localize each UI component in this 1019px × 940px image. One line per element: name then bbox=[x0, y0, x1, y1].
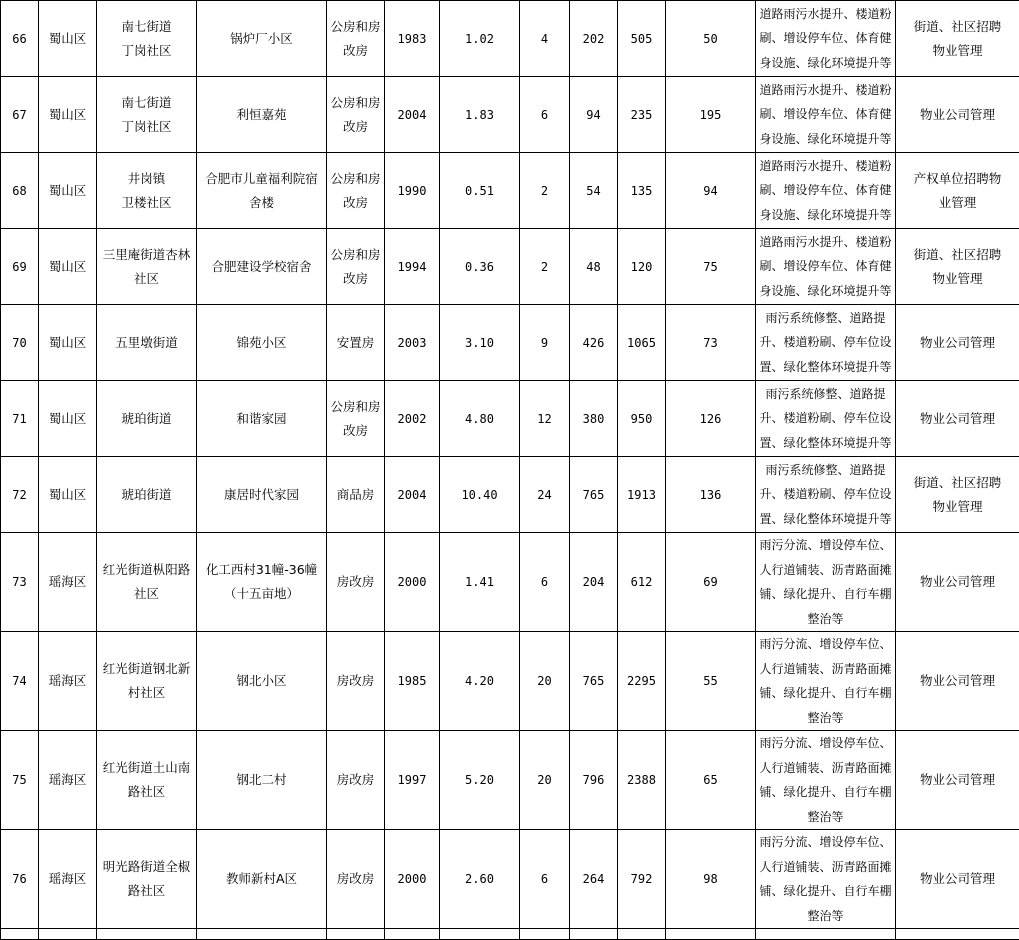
cell-buildings: 2 bbox=[520, 229, 570, 305]
cell-people: 1913 bbox=[618, 457, 666, 533]
cell-community-name bbox=[197, 229, 327, 305]
cell-renovation-content-line: 刷、增设停车位、体育健 bbox=[757, 178, 894, 203]
cell-number: 70 bbox=[1, 305, 39, 381]
cell-street-community-line: 村社区 bbox=[99, 681, 194, 705]
cell-households: 54 bbox=[570, 153, 618, 229]
cell-area: 10.40 bbox=[440, 457, 520, 533]
cell-community-name-line: 康居时代家园 bbox=[199, 483, 324, 507]
cell-housing-type-line: 安置房 bbox=[329, 331, 382, 355]
cell-empty bbox=[440, 929, 520, 940]
cell-community-name bbox=[197, 533, 327, 632]
cell-renovation-content bbox=[756, 731, 896, 830]
cell-renovation-content-line: 置、绿化整体环境提升等 bbox=[757, 355, 894, 380]
cell-empty bbox=[666, 929, 756, 940]
cell-housing-type-line: 房改房 bbox=[329, 669, 382, 693]
cell-households: 426 bbox=[570, 305, 618, 381]
cell-buildings: 6 bbox=[520, 533, 570, 632]
cell-empty bbox=[385, 929, 440, 940]
cell-management bbox=[896, 632, 1019, 731]
cell-build-year: 2000 bbox=[385, 533, 440, 632]
cell-renovation-content-line: 铺、绿化提升、自行车棚 bbox=[757, 780, 894, 805]
cell-renovation-content bbox=[756, 632, 896, 731]
cell-street-community bbox=[97, 830, 197, 929]
cell-street-community-line: 五里墩街道 bbox=[99, 331, 194, 355]
cell-community-name-line: 和谐家园 bbox=[199, 407, 324, 431]
cell-renovation-content-line: 身设施、绿化环境提升等 bbox=[757, 127, 894, 152]
cell-management-line: 物业公司管理 bbox=[898, 669, 1017, 693]
cell-street-community bbox=[97, 77, 197, 153]
cell-area: 5.20 bbox=[440, 731, 520, 830]
cell-street-community-line: 明光路街道全椒 bbox=[99, 855, 194, 879]
cell-empty bbox=[327, 929, 385, 940]
cell-cost: 126 bbox=[666, 381, 756, 457]
cell-community-name bbox=[197, 381, 327, 457]
cell-renovation-content-line: 雨污分流、增设停车位、 bbox=[757, 731, 894, 756]
cell-management-line: 物业公司管理 bbox=[898, 331, 1017, 355]
cell-street-community bbox=[97, 381, 197, 457]
cell-renovation-content-line: 道路雨污水提升、楼道粉 bbox=[757, 78, 894, 103]
cell-community-name bbox=[197, 457, 327, 533]
cell-renovation-content bbox=[756, 305, 896, 381]
table-row bbox=[1, 1, 1019, 77]
cell-housing-type-line: 公房和房 bbox=[329, 15, 382, 39]
cell-community-name-line: 化工西村31幢-36幢 bbox=[199, 558, 324, 582]
cell-community-name-line: 锅炉厂小区 bbox=[199, 27, 324, 51]
cell-housing-type-line: 改房 bbox=[329, 267, 382, 291]
cell-buildings: 20 bbox=[520, 632, 570, 731]
cell-management bbox=[896, 533, 1019, 632]
cell-housing-type bbox=[327, 153, 385, 229]
cell-renovation-content-line: 升、楼道粉刷、停车位设 bbox=[757, 330, 894, 355]
table-row bbox=[1, 77, 1019, 153]
cell-buildings: 20 bbox=[520, 731, 570, 830]
cell-community-name-line: 舍楼 bbox=[199, 191, 324, 215]
cell-housing-type bbox=[327, 381, 385, 457]
cell-cost: 50 bbox=[666, 1, 756, 77]
cell-management-line: 物业管理 bbox=[898, 39, 1017, 63]
cell-housing-type bbox=[327, 77, 385, 153]
cell-community-name-line: 钢北二村 bbox=[199, 768, 324, 792]
cell-housing-type bbox=[327, 533, 385, 632]
cell-renovation-content-line: 升、楼道粉刷、停车位设 bbox=[757, 406, 894, 431]
cell-households: 765 bbox=[570, 457, 618, 533]
cell-buildings: 24 bbox=[520, 457, 570, 533]
cell-renovation-content-line: 道路雨污水提升、楼道粉 bbox=[757, 2, 894, 27]
cell-renovation-content bbox=[756, 77, 896, 153]
cell-empty bbox=[756, 929, 896, 940]
cell-renovation-content bbox=[756, 381, 896, 457]
cell-renovation-content-line: 人行道铺装、沥青路面摊 bbox=[757, 657, 894, 682]
cell-street-community bbox=[97, 632, 197, 731]
cell-renovation-content-line: 身设施、绿化环境提升等 bbox=[757, 203, 894, 228]
cell-renovation-content bbox=[756, 533, 896, 632]
cell-cost: 136 bbox=[666, 457, 756, 533]
cell-area: 3.10 bbox=[440, 305, 520, 381]
cell-housing-type bbox=[327, 305, 385, 381]
cell-management-line: 物业公司管理 bbox=[898, 103, 1017, 127]
cell-housing-type-line: 公房和房 bbox=[329, 395, 382, 419]
cell-renovation-content-line: 升、楼道粉刷、停车位设 bbox=[757, 482, 894, 507]
cell-community-name bbox=[197, 77, 327, 153]
cell-cost: 65 bbox=[666, 731, 756, 830]
cell-build-year: 2000 bbox=[385, 830, 440, 929]
cell-number: 76 bbox=[1, 830, 39, 929]
table-row bbox=[1, 830, 1019, 929]
cell-street-community bbox=[97, 533, 197, 632]
cell-management bbox=[896, 731, 1019, 830]
cell-housing-type-line: 公房和房 bbox=[329, 243, 382, 267]
cell-number: 73 bbox=[1, 533, 39, 632]
cell-number: 66 bbox=[1, 1, 39, 77]
cell-housing-type bbox=[327, 830, 385, 929]
table-row bbox=[1, 153, 1019, 229]
cell-area: 2.60 bbox=[440, 830, 520, 929]
cell-empty bbox=[896, 929, 1019, 940]
table-row-partial bbox=[1, 929, 1019, 940]
cell-renovation-content-line: 人行道铺装、沥青路面摊 bbox=[757, 558, 894, 583]
cell-number: 75 bbox=[1, 731, 39, 830]
cell-street-community-line: 琥珀街道 bbox=[99, 483, 194, 507]
cell-management bbox=[896, 457, 1019, 533]
cell-renovation-content-line: 身设施、绿化环境提升等 bbox=[757, 279, 894, 304]
cell-households: 380 bbox=[570, 381, 618, 457]
cell-people: 505 bbox=[618, 1, 666, 77]
cell-renovation-content-line: 置、绿化整体环境提升等 bbox=[757, 507, 894, 532]
cell-empty bbox=[197, 929, 327, 940]
cell-renovation-content-line: 铺、绿化提升、自行车棚 bbox=[757, 681, 894, 706]
table-body bbox=[1, 1, 1019, 940]
cell-empty bbox=[570, 929, 618, 940]
table-row bbox=[1, 533, 1019, 632]
cell-district: 蜀山区 bbox=[39, 305, 97, 381]
cell-households: 202 bbox=[570, 1, 618, 77]
cell-district: 瑶海区 bbox=[39, 632, 97, 731]
cell-street-community-line: 红光街道枞阳路 bbox=[99, 558, 194, 582]
cell-renovation-content-line: 置、绿化整体环境提升等 bbox=[757, 431, 894, 456]
cell-street-community-line: 路社区 bbox=[99, 780, 194, 804]
cell-renovation-content-line: 人行道铺装、沥青路面摊 bbox=[757, 756, 894, 781]
cell-district: 瑶海区 bbox=[39, 731, 97, 830]
cell-renovation-content-line: 整治等 bbox=[757, 904, 894, 929]
table-row bbox=[1, 305, 1019, 381]
cell-housing-type-line: 房改房 bbox=[329, 867, 382, 891]
cell-number: 68 bbox=[1, 153, 39, 229]
cell-community-name bbox=[197, 632, 327, 731]
cell-street-community-line: 卫楼社区 bbox=[99, 191, 194, 215]
cell-management bbox=[896, 153, 1019, 229]
cell-community-name bbox=[197, 830, 327, 929]
cell-street-community-line: 社区 bbox=[99, 582, 194, 606]
cell-people: 792 bbox=[618, 830, 666, 929]
cell-management-line: 物业公司管理 bbox=[898, 570, 1017, 594]
cell-street-community-line: 路社区 bbox=[99, 879, 194, 903]
cell-management bbox=[896, 77, 1019, 153]
cell-households: 264 bbox=[570, 830, 618, 929]
cell-cost: 69 bbox=[666, 533, 756, 632]
cell-street-community-line: 南七街道 bbox=[99, 91, 194, 115]
cell-number: 71 bbox=[1, 381, 39, 457]
cell-street-community-line: 三里庵街道杏林 bbox=[99, 243, 194, 267]
cell-renovation-content-line: 雨污系统修整、道路提 bbox=[757, 382, 894, 407]
cell-buildings: 9 bbox=[520, 305, 570, 381]
cell-management-line: 街道、社区招聘 bbox=[898, 243, 1017, 267]
cell-renovation-content-line: 铺、绿化提升、自行车棚 bbox=[757, 582, 894, 607]
cell-build-year: 1997 bbox=[385, 731, 440, 830]
cell-renovation-content-line: 整治等 bbox=[757, 805, 894, 830]
cell-community-name-line: 钢北小区 bbox=[199, 669, 324, 693]
cell-district: 瑶海区 bbox=[39, 533, 97, 632]
table-row bbox=[1, 229, 1019, 305]
cell-renovation-content-line: 刷、增设停车位、体育健 bbox=[757, 102, 894, 127]
table-row bbox=[1, 731, 1019, 830]
cell-buildings: 6 bbox=[520, 830, 570, 929]
cell-management bbox=[896, 305, 1019, 381]
cell-renovation-content-line: 刷、增设停车位、体育健 bbox=[757, 254, 894, 279]
cell-district: 蜀山区 bbox=[39, 153, 97, 229]
cell-district: 蜀山区 bbox=[39, 1, 97, 77]
cell-build-year: 1990 bbox=[385, 153, 440, 229]
cell-management-line: 街道、社区招聘 bbox=[898, 471, 1017, 495]
cell-district: 瑶海区 bbox=[39, 830, 97, 929]
cell-management-line: 物业管理 bbox=[898, 267, 1017, 291]
cell-renovation-content-line: 雨污系统修整、道路提 bbox=[757, 458, 894, 483]
cell-build-year: 1994 bbox=[385, 229, 440, 305]
cell-renovation-content-line: 雨污分流、增设停车位、 bbox=[757, 632, 894, 657]
cell-street-community-line: 红光街道钢北新 bbox=[99, 657, 194, 681]
cell-households: 796 bbox=[570, 731, 618, 830]
cell-management-line: 物业公司管理 bbox=[898, 867, 1017, 891]
cell-housing-type-line: 改房 bbox=[329, 191, 382, 215]
cell-housing-type bbox=[327, 229, 385, 305]
cell-housing-type-line: 改房 bbox=[329, 39, 382, 63]
cell-cost: 94 bbox=[666, 153, 756, 229]
cell-households: 94 bbox=[570, 77, 618, 153]
cell-housing-type bbox=[327, 731, 385, 830]
cell-housing-type bbox=[327, 457, 385, 533]
cell-street-community bbox=[97, 731, 197, 830]
cell-cost: 75 bbox=[666, 229, 756, 305]
cell-street-community bbox=[97, 457, 197, 533]
cell-buildings: 6 bbox=[520, 77, 570, 153]
cell-management-line: 街道、社区招聘 bbox=[898, 15, 1017, 39]
cell-empty bbox=[618, 929, 666, 940]
cell-housing-type-line: 房改房 bbox=[329, 768, 382, 792]
cell-build-year: 2004 bbox=[385, 77, 440, 153]
cell-empty bbox=[39, 929, 97, 940]
cell-people: 2388 bbox=[618, 731, 666, 830]
cell-street-community-line: 井岗镇 bbox=[99, 167, 194, 191]
cell-management-line: 产权单位招聘物 bbox=[898, 167, 1017, 191]
cell-community-name-line: （十五亩地） bbox=[199, 582, 324, 606]
cell-people: 2295 bbox=[618, 632, 666, 731]
cell-renovation-content-line: 道路雨污水提升、楼道粉 bbox=[757, 154, 894, 179]
cell-people: 950 bbox=[618, 381, 666, 457]
cell-management-line: 物业公司管理 bbox=[898, 768, 1017, 792]
cell-build-year: 1983 bbox=[385, 1, 440, 77]
cell-renovation-content-line: 整治等 bbox=[757, 607, 894, 632]
cell-renovation-content bbox=[756, 153, 896, 229]
cell-build-year: 2004 bbox=[385, 457, 440, 533]
cell-buildings: 4 bbox=[520, 1, 570, 77]
cell-renovation-content-line: 雨污分流、增设停车位、 bbox=[757, 533, 894, 558]
cell-street-community bbox=[97, 153, 197, 229]
cell-street-community bbox=[97, 1, 197, 77]
cell-area: 1.02 bbox=[440, 1, 520, 77]
cell-housing-type bbox=[327, 1, 385, 77]
cell-number: 67 bbox=[1, 77, 39, 153]
cell-housing-type-line: 商品房 bbox=[329, 483, 382, 507]
cell-street-community-line: 琥珀街道 bbox=[99, 407, 194, 431]
cell-district: 蜀山区 bbox=[39, 229, 97, 305]
cell-number: 72 bbox=[1, 457, 39, 533]
cell-buildings: 12 bbox=[520, 381, 570, 457]
cell-street-community-line: 丁岗社区 bbox=[99, 39, 194, 63]
cell-renovation-content bbox=[756, 457, 896, 533]
cell-management bbox=[896, 830, 1019, 929]
cell-build-year: 2003 bbox=[385, 305, 440, 381]
table-row bbox=[1, 632, 1019, 731]
cell-management-line: 物业管理 bbox=[898, 495, 1017, 519]
cell-community-name bbox=[197, 1, 327, 77]
cell-community-name-line: 利恒嘉苑 bbox=[199, 103, 324, 127]
cell-community-name-line: 教师新村A区 bbox=[199, 867, 324, 891]
cell-street-community-line: 红光街道土山南 bbox=[99, 756, 194, 780]
cell-street-community-line: 丁岗社区 bbox=[99, 115, 194, 139]
cell-empty bbox=[97, 929, 197, 940]
cell-area: 4.20 bbox=[440, 632, 520, 731]
cell-housing-type bbox=[327, 632, 385, 731]
cell-street-community-line: 南七街道 bbox=[99, 15, 194, 39]
cell-district: 蜀山区 bbox=[39, 77, 97, 153]
cell-cost: 55 bbox=[666, 632, 756, 731]
cell-community-name-line: 锦苑小区 bbox=[199, 331, 324, 355]
cell-cost: 98 bbox=[666, 830, 756, 929]
cell-empty bbox=[1, 929, 39, 940]
cell-community-name-line: 合肥市儿童福利院宿 bbox=[199, 167, 324, 191]
cell-cost: 195 bbox=[666, 77, 756, 153]
cell-district: 蜀山区 bbox=[39, 381, 97, 457]
cell-buildings: 2 bbox=[520, 153, 570, 229]
cell-community-name bbox=[197, 153, 327, 229]
cell-management bbox=[896, 1, 1019, 77]
cell-renovation-content-line: 人行道铺装、沥青路面摊 bbox=[757, 855, 894, 880]
cell-people: 235 bbox=[618, 77, 666, 153]
cell-street-community-line: 社区 bbox=[99, 267, 194, 291]
cell-renovation-content-line: 道路雨污水提升、楼道粉 bbox=[757, 230, 894, 255]
cell-community-name-line: 合肥建设学校宿舍 bbox=[199, 255, 324, 279]
cell-housing-type-line: 公房和房 bbox=[329, 167, 382, 191]
cell-build-year: 1985 bbox=[385, 632, 440, 731]
cell-households: 765 bbox=[570, 632, 618, 731]
cell-number: 69 bbox=[1, 229, 39, 305]
cell-cost: 73 bbox=[666, 305, 756, 381]
cell-housing-type-line: 公房和房 bbox=[329, 91, 382, 115]
cell-area: 1.41 bbox=[440, 533, 520, 632]
cell-street-community bbox=[97, 229, 197, 305]
cell-households: 204 bbox=[570, 533, 618, 632]
cell-housing-type-line: 改房 bbox=[329, 419, 382, 443]
cell-renovation-content bbox=[756, 830, 896, 929]
cell-street-community bbox=[97, 305, 197, 381]
cell-renovation-content-line: 铺、绿化提升、自行车棚 bbox=[757, 879, 894, 904]
cell-management-line: 物业公司管理 bbox=[898, 407, 1017, 431]
cell-people: 612 bbox=[618, 533, 666, 632]
cell-renovation-content-line: 整治等 bbox=[757, 706, 894, 731]
cell-empty bbox=[520, 929, 570, 940]
table-row bbox=[1, 381, 1019, 457]
cell-number: 74 bbox=[1, 632, 39, 731]
cell-area: 1.83 bbox=[440, 77, 520, 153]
cell-people: 1065 bbox=[618, 305, 666, 381]
cell-households: 48 bbox=[570, 229, 618, 305]
cell-area: 0.51 bbox=[440, 153, 520, 229]
cell-renovation-content bbox=[756, 1, 896, 77]
cell-renovation-content bbox=[756, 229, 896, 305]
table-row bbox=[1, 457, 1019, 533]
cell-renovation-content-line: 雨污系统修整、道路提 bbox=[757, 306, 894, 331]
cell-people: 120 bbox=[618, 229, 666, 305]
cell-management bbox=[896, 381, 1019, 457]
cell-management-line: 业管理 bbox=[898, 191, 1017, 215]
cell-housing-type-line: 房改房 bbox=[329, 570, 382, 594]
cell-renovation-content-line: 雨污分流、增设停车位、 bbox=[757, 830, 894, 855]
cell-renovation-content-line: 身设施、绿化环境提升等 bbox=[757, 51, 894, 76]
cell-area: 4.80 bbox=[440, 381, 520, 457]
cell-management bbox=[896, 229, 1019, 305]
cell-housing-type-line: 改房 bbox=[329, 115, 382, 139]
cell-community-name bbox=[197, 305, 327, 381]
cell-renovation-content-line: 刷、增设停车位、体育健 bbox=[757, 26, 894, 51]
cell-area: 0.36 bbox=[440, 229, 520, 305]
cell-district: 蜀山区 bbox=[39, 457, 97, 533]
cell-build-year: 2002 bbox=[385, 381, 440, 457]
cell-people: 135 bbox=[618, 153, 666, 229]
cell-community-name bbox=[197, 731, 327, 830]
